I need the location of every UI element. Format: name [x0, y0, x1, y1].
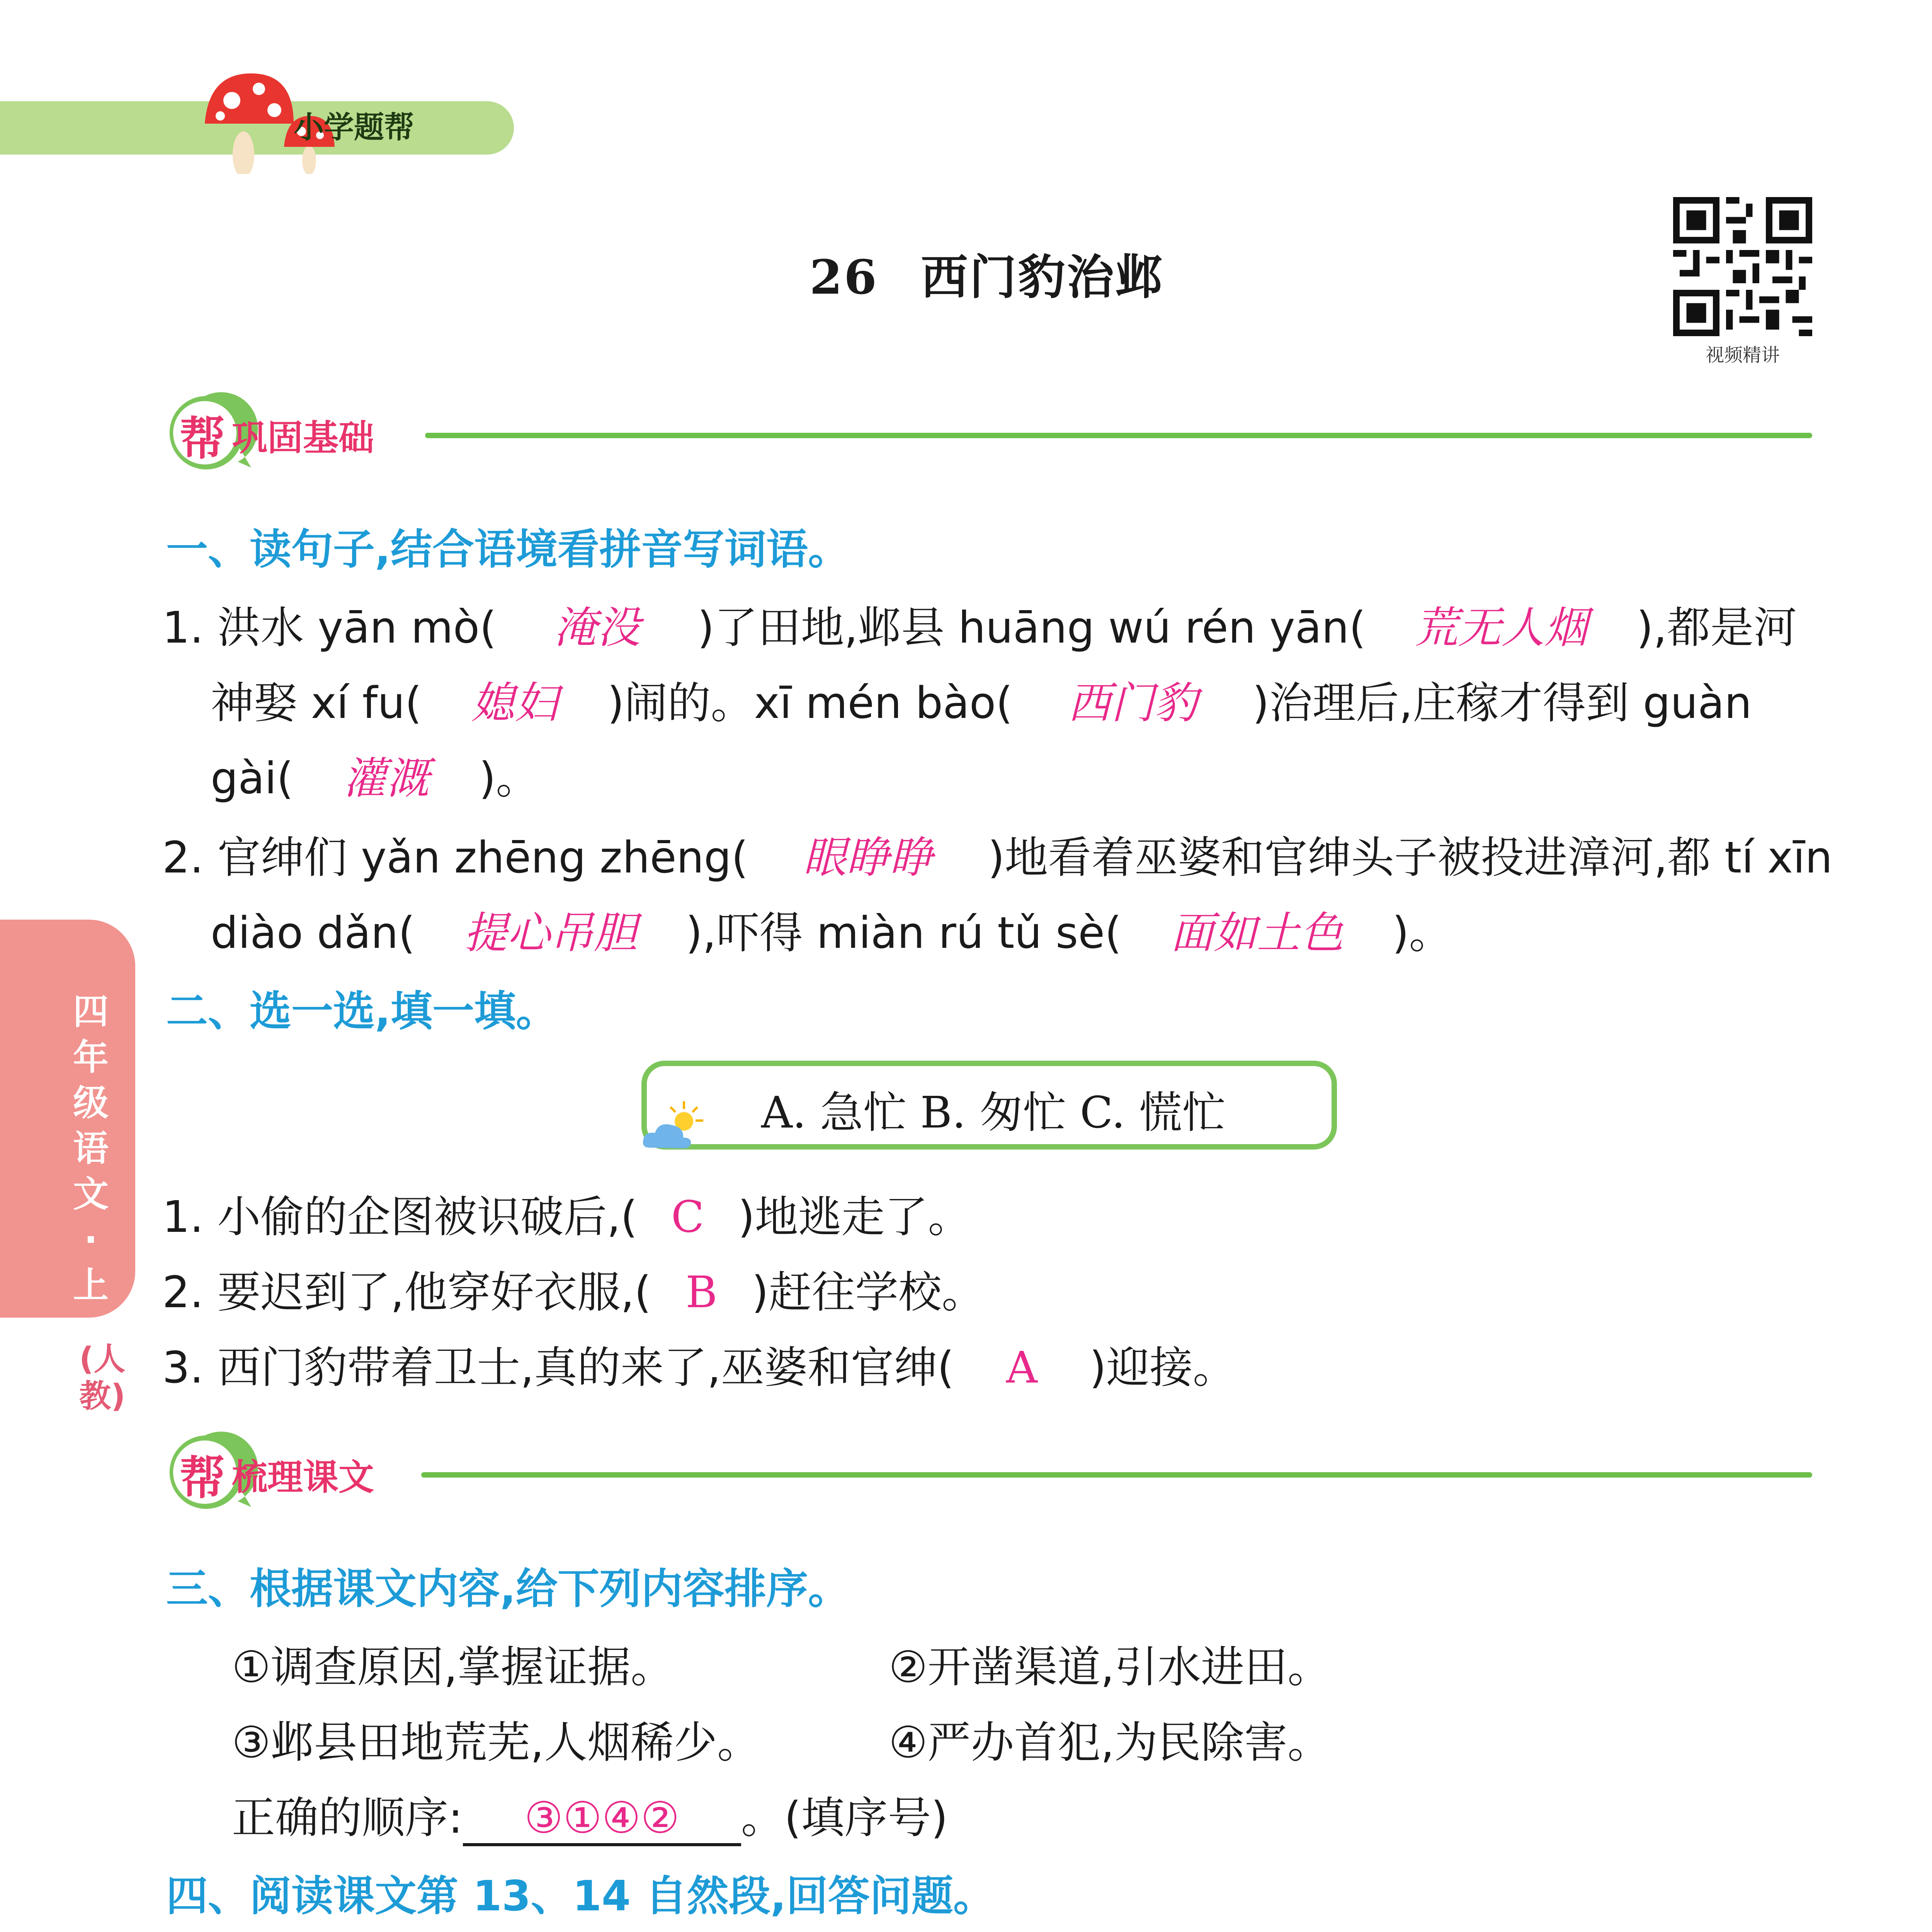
q3-item-4: ④严办首犯,为民除害。: [889, 1718, 1331, 1768]
q3-order-line: [232, 1783, 948, 1846]
q1-line-2: [211, 668, 1752, 731]
q2-item-2-post: )赶往学校。: [752, 1267, 985, 1318]
q1-l4-pinyin-1: yǎn zhēng zhēng: [361, 833, 731, 883]
q2-item-1-post: )地逃走了。: [738, 1192, 971, 1242]
q3-order-answer: ③①④②: [463, 1793, 741, 1846]
section-badge-char: 帮: [180, 412, 226, 465]
qr-code-icon[interactable]: [1673, 197, 1812, 336]
q1-l2-close-1: )闹的。: [607, 678, 754, 728]
q1-l2-text-a: 神娶: [211, 678, 311, 728]
lesson-title: [0, 240, 1932, 307]
section2-title: 梳理课文: [232, 1457, 374, 1498]
q2-heading: 二、选一选,填一填。: [166, 987, 558, 1036]
side-tab: [0, 920, 135, 1318]
q3-order-label: 正确的顺序:: [232, 1793, 463, 1843]
q2-item-2: [162, 1258, 985, 1320]
q1-l1-open-1: (: [480, 603, 497, 653]
q3-heading: 三、根据课文内容,给下列内容排序。: [166, 1565, 850, 1613]
options-text: A. 急忙 B. 匆忙 C. 慌忙: [761, 1088, 1226, 1138]
q1-l1-pinyin-1: yān mò: [318, 603, 480, 653]
section1-divider: [425, 433, 1812, 438]
q1-l3-pinyin-1: gài: [211, 753, 277, 804]
q2-item-3-post: )迎接。: [1089, 1343, 1236, 1393]
q1-l1-answer-1: 淹没: [553, 603, 640, 653]
q1-l3-open-1: (: [276, 753, 294, 804]
q1-l2-open-1: (: [405, 678, 422, 728]
q1-l5-pinyin-2: miàn rú tǔ sè: [816, 908, 1105, 958]
q1-l4-answer-1: 眼睁睁: [803, 833, 933, 883]
q2-item-1-answer: C: [671, 1192, 704, 1242]
q2-item-1: [162, 1182, 971, 1245]
q1-l2-pinyin-3: guàn: [1643, 678, 1752, 728]
q1-l2-pinyin-2: xī mén bào: [754, 678, 996, 728]
q1-l1-close-2: ),都是河: [1636, 603, 1797, 653]
q1-line-1: [162, 593, 1797, 655]
side-tab-grade: 四年级语文·上: [73, 991, 109, 1306]
section-badge-char: 帮: [180, 1451, 226, 1505]
qr-caption: 视频精讲: [1705, 344, 1780, 366]
q1-l2-answer-2: 西门豹: [1067, 678, 1197, 728]
q1-line-3: [211, 744, 539, 806]
q3-item-2: ②开凿渠道,引水进田。: [889, 1642, 1331, 1692]
q1-l1-open-2: (: [1349, 603, 1366, 653]
q1-heading: 一、读句子,结合语境看拼音写词语。: [166, 526, 850, 574]
q1-l1-close-1: )了田地,邺县: [697, 603, 958, 653]
q1-l5-open-2: (: [1105, 908, 1122, 958]
q1-line-5: [211, 898, 1452, 961]
lesson-title-text: 西门豹治邺: [920, 250, 1164, 305]
q1-l4-close-1: )地看着巫婆和官绅头子被投进漳河,都: [988, 833, 1725, 883]
q2-item-1-pre: 1. 小偷的企图被识破后,(: [162, 1192, 638, 1242]
q1-l2-answer-1: 媳妇: [471, 678, 558, 728]
q2-item-3-pre: 3. 西门豹带着卫士,真的来了,巫婆和官绅(: [162, 1343, 954, 1393]
q1-l1-pinyin-2: huāng wú rén yān: [958, 603, 1349, 653]
q1-l5-pinyin-1: diào dǎn: [211, 908, 398, 958]
q2-item-3-answer: A: [1006, 1343, 1037, 1393]
q1-l3-close-1: )。: [479, 753, 539, 804]
cloud-sun-icon: [641, 1097, 707, 1155]
q1-l5-close-2: )。: [1392, 908, 1452, 958]
q3-item-1: ①调查原因,掌握证据。: [232, 1642, 674, 1692]
q3-item-3: ③邺县田地荒芜,人烟稀少。: [232, 1718, 761, 1768]
q1-l3-answer-1: 灌溉: [343, 753, 430, 804]
q2-item-2-answer: B: [685, 1267, 718, 1318]
q1-l2-open-2: (: [996, 678, 1013, 728]
q1-l5-answer-2: 面如土色: [1170, 908, 1344, 958]
q1-l1-text-a: 1. 洪水: [162, 603, 318, 653]
q1-l2-close-2: )治理后,庄稼才得到: [1252, 678, 1643, 728]
q1-l4-open-1: (: [731, 833, 748, 883]
q1-l1-answer-2: 荒无人烟: [1414, 603, 1588, 653]
q1-l5-answer-1: 提心吊胆: [464, 908, 637, 958]
q1-l5-close-1: ),吓得: [685, 908, 817, 958]
q4-heading: 四、阅读课文第 13、14 自然段,回答问题。: [166, 1872, 995, 1920]
lesson-number: 26: [810, 249, 878, 305]
q2-item-2-pre: 2. 要迟到了,他穿好衣服,(: [162, 1267, 651, 1318]
q3-order-suffix: 。(填序号): [741, 1793, 948, 1843]
q1-line-4: [162, 823, 1832, 885]
section2-divider: [421, 1472, 1812, 1478]
q1-l4-text-a: 2. 官绅们: [162, 833, 361, 883]
header-tab-label: 小学题帮: [294, 110, 415, 145]
q1-l2-pinyin-1: xí fu: [311, 678, 405, 728]
q1-l5-open-1: (: [398, 908, 415, 958]
section1-title: 巩固基础: [232, 417, 374, 459]
side-tab-edition: (人教): [79, 1341, 126, 1415]
q1-l4-pinyin-2: tí xīn: [1725, 833, 1833, 883]
q2-item-3: [162, 1333, 1236, 1395]
